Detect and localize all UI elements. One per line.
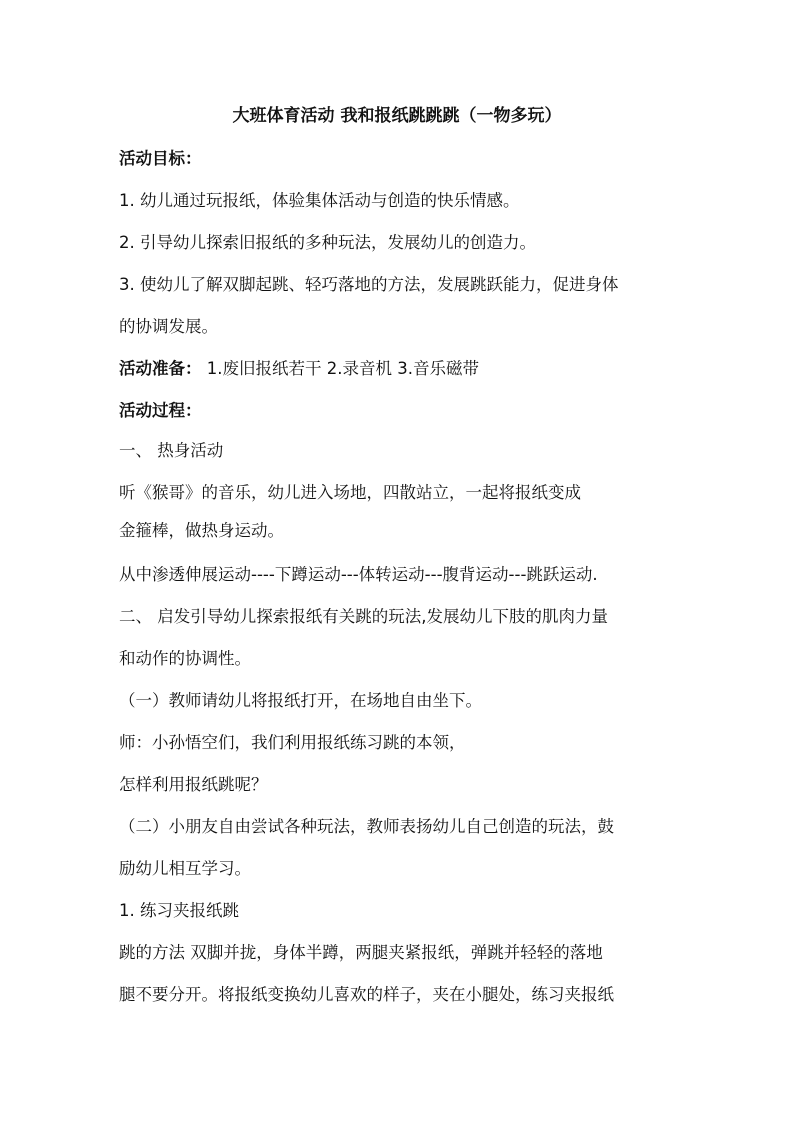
practice-1-line-1: 跳的方法 双脚并拢，身体半蹲，两腿夹紧报纸，弹跳并轻轻的落地: [119, 943, 603, 962]
section-1-heading: 一、 热身活动: [119, 441, 224, 460]
subsection-2-line-2: 励幼儿相互学习。: [119, 859, 251, 878]
practice-1-line-2: 腿不要分开。将报纸变换幼儿喜欢的样子，夹在小腿处，练习夹报纸: [119, 985, 614, 1004]
section-2-heading-line-2: 和动作的协调性。: [119, 649, 251, 668]
preparation-text: 1.废旧报纸若干 2.录音机 3.音乐磁带: [201, 359, 479, 378]
section-2-heading-line-1: 二、 启发引导幼儿探索报纸有关跳的玩法,发展幼儿下肢的肌肉力量: [119, 607, 608, 626]
goal-item-3-line-1: 3. 使幼儿了解双脚起跳、轻巧落地的方法，发展跳跃能力，促进身体: [119, 275, 619, 294]
goal-item-2: 2. 引导幼儿探索旧报纸的多种玩法，发展幼儿的创造力。: [119, 233, 536, 252]
process-heading: 活动过程：: [119, 401, 202, 420]
practice-1-heading: 1. 练习夹报纸跳: [119, 901, 239, 920]
section-1-paragraph-1-line-2: 金箍棒，做热身运动。: [119, 521, 284, 540]
subsection-1: （一）教师请幼儿将报纸打开，在场地自由坐下。: [119, 691, 482, 710]
subsection-2-line-1: （二）小朋友自由尝试各种玩法，教师表扬幼儿自己创造的玩法，鼓: [119, 817, 614, 836]
teacher-line-1: 师：小孙悟空们，我们利用报纸练习跳的本领，: [119, 733, 466, 752]
goals-heading: 活动目标：: [119, 149, 202, 168]
preparation-line: [119, 357, 479, 381]
goal-item-3-line-2: 的协调发展。: [119, 317, 218, 336]
preparation-heading: 活动准备：: [119, 359, 202, 378]
section-1-paragraph-2: 从中渗透伸展运动----下蹲运动---体转运动---腹背运动---跳跃运动.: [119, 565, 598, 584]
teacher-line-2: 怎样利用报纸跳呢？: [119, 775, 268, 794]
section-1-paragraph-1-line-1: 听《猴哥》的音乐，幼儿进入场地，四散站立，一起将报纸变成: [119, 483, 581, 502]
document-title: 大班体育活动 我和报纸跳跳跳（一物多玩）: [232, 106, 562, 126]
goal-item-1: 1. 幼儿通过玩报纸，体验集体活动与创造的快乐情感。: [119, 191, 520, 210]
